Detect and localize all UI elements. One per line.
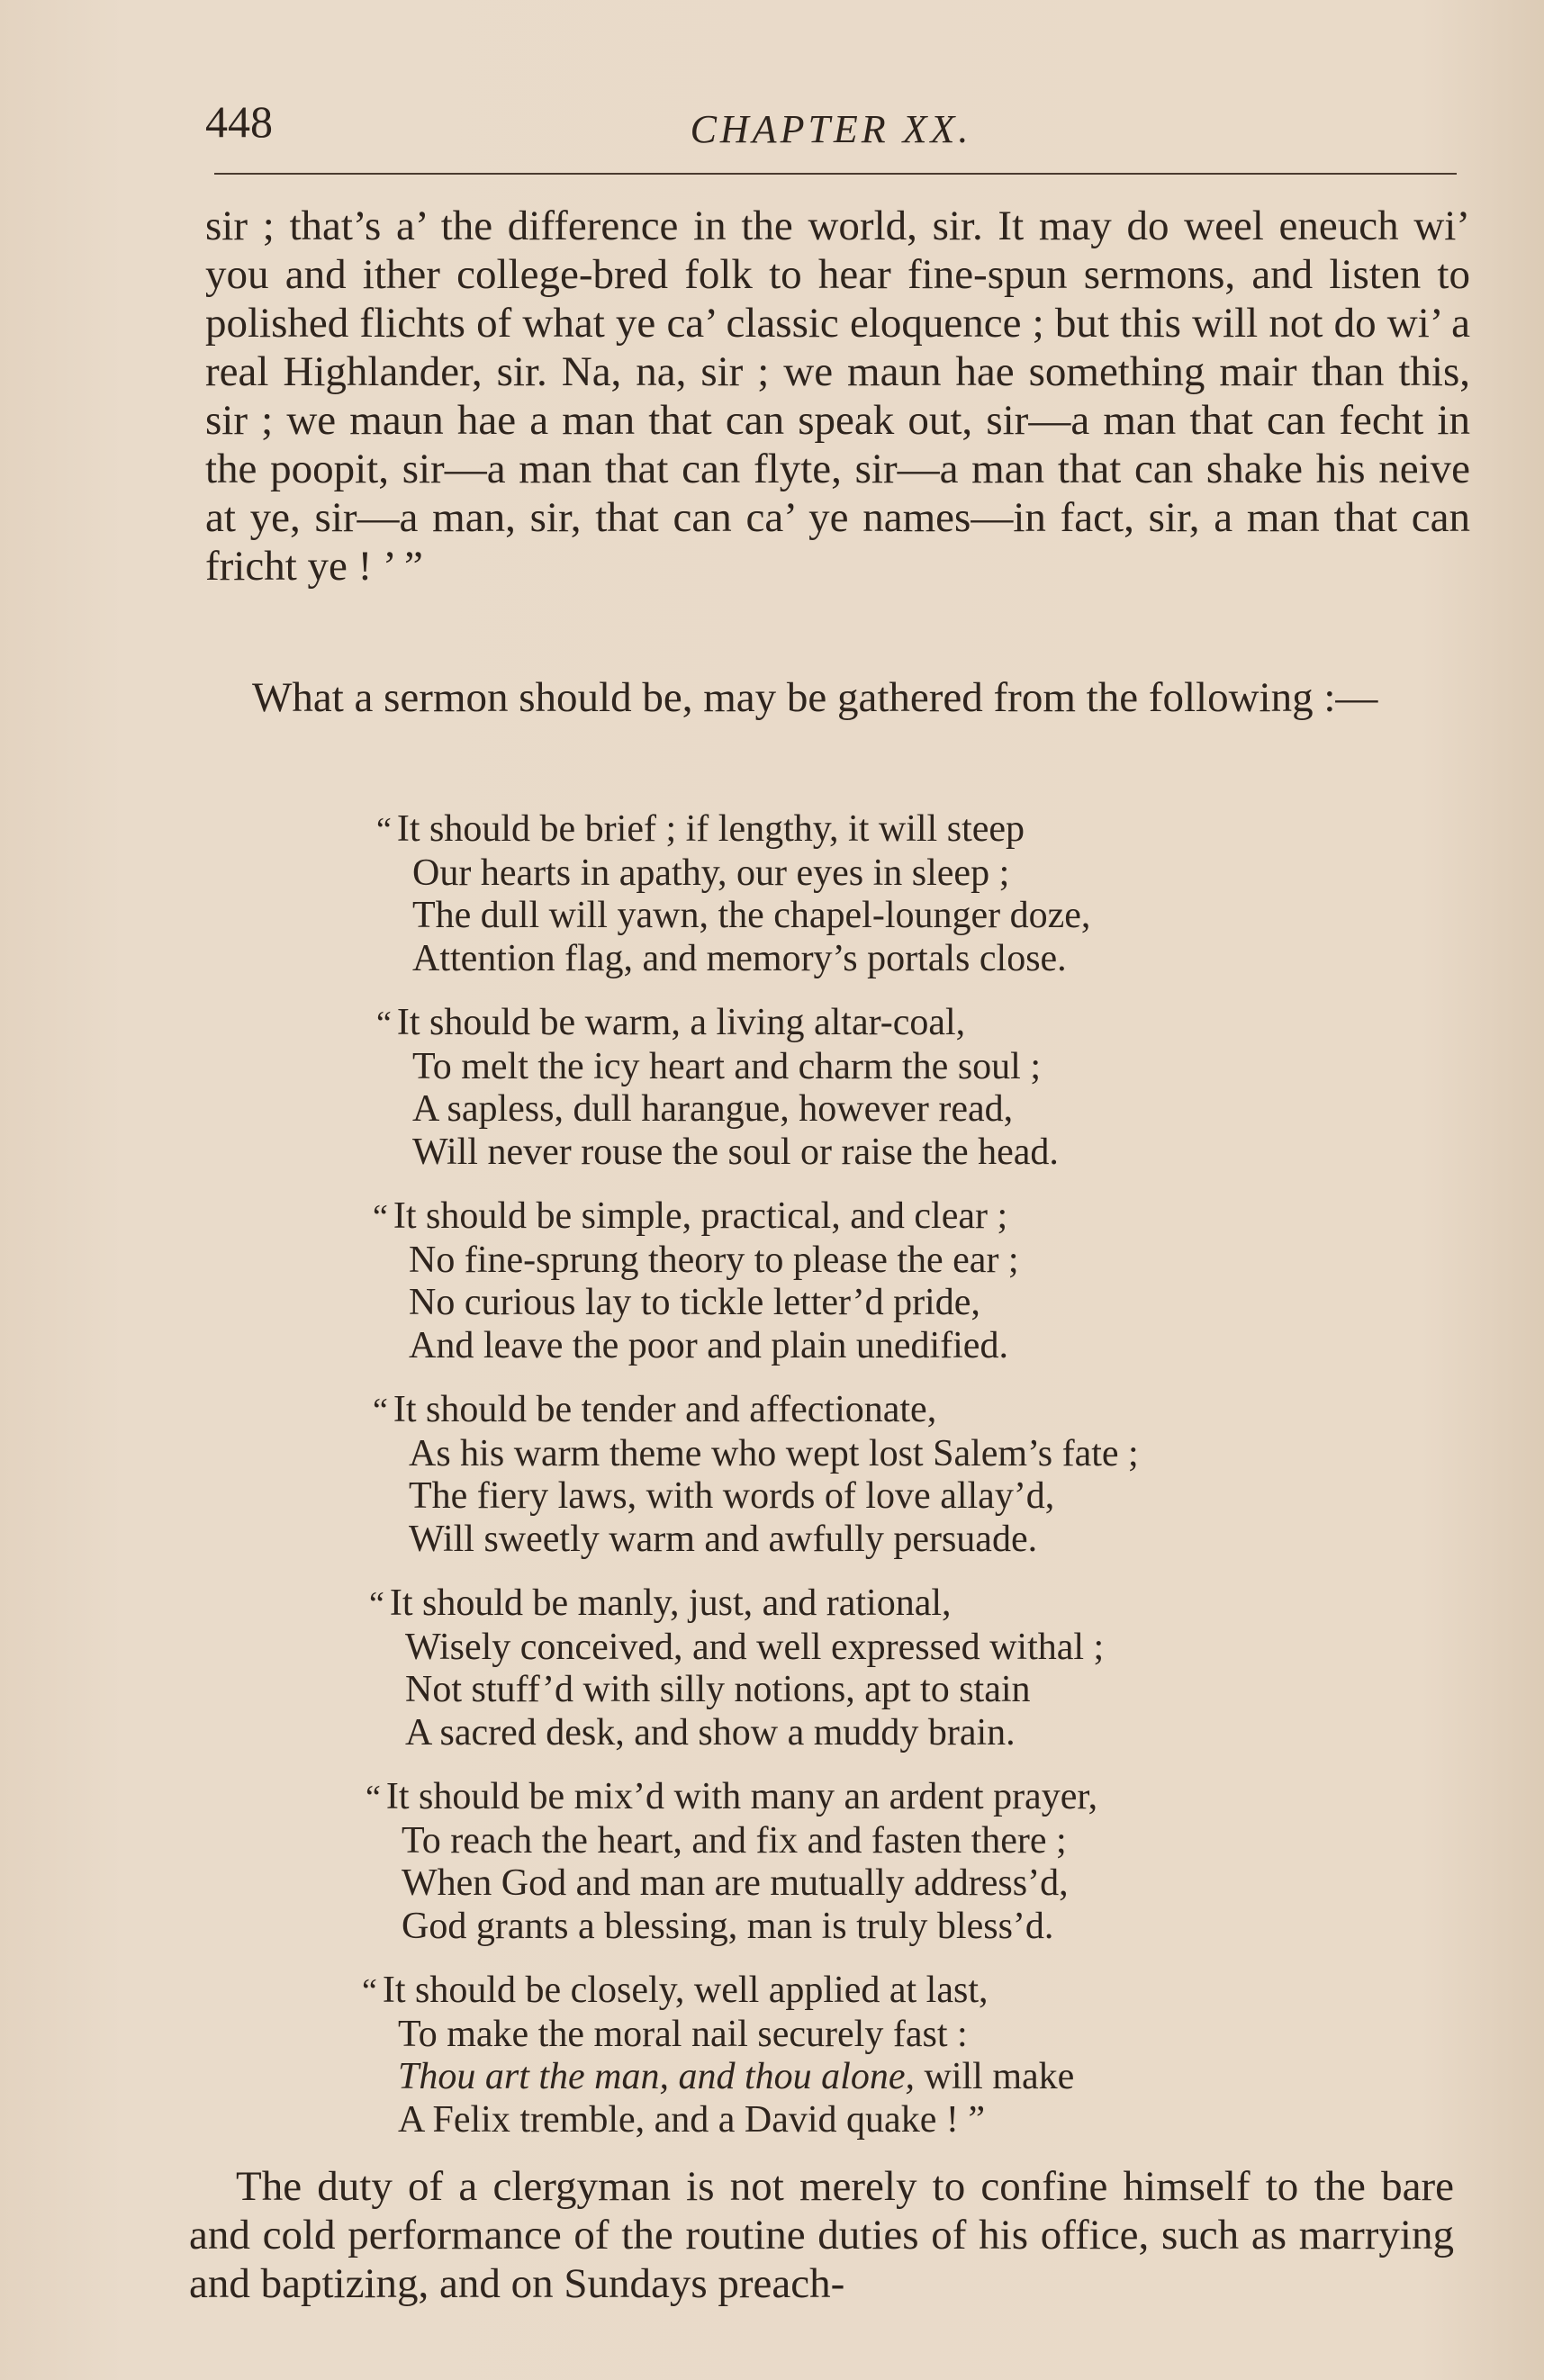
poem-line: “ It should be closely, well applied at last, xyxy=(353,1970,1358,2014)
header-rule xyxy=(214,173,1457,175)
poem-line: Will never rouse the soul or raise the head. xyxy=(412,1131,1059,1173)
poem-line: Our hearts in apathy, our eyes in sleep ; xyxy=(412,852,1010,894)
paragraph-text: sir ; that’s a’ the difference in the world, sir. It may do weel eneuch wi’ you and ither college-bred folk to hear fine-spun sermons, and listen to polished flichts of what ye ca’ classic eloquence ; but this will not do wi’ a real Highlander, sir. Na, na, sir ; we maun hae something mair than this, sir ; we maun hae a man that can speak out, sir—a man that can fecht in the poopit, sir—a man that can flyte, sir—a man that can shake his neive at ye, sir—a man, sir, that can ca’ ye names—in fact, sir, a man that can fricht ye ! ’ ” xyxy=(205,203,1470,590)
stanza-4 xyxy=(364,1389,1358,1561)
poem-line: “ It should be simple, practical, and clear ; xyxy=(364,1195,1358,1240)
poem-line: The fiery laws, with words of love allay’d, xyxy=(409,1475,1055,1517)
poem-line: When God and man are mutually address’d, xyxy=(402,1862,1069,1904)
stanza-2 xyxy=(367,1002,1358,1174)
poem-line: Not stuff’d with silly notions, apt to stain xyxy=(405,1669,1031,1710)
poem-line: No curious lay to tickle letter’d pride, xyxy=(409,1282,980,1323)
line-rest: will make xyxy=(915,2056,1075,2097)
poem-line: Wisely conceived, and well expressed withal ; xyxy=(405,1626,1105,1668)
stanza-6 xyxy=(357,1776,1358,1948)
paragraph-intro-poem xyxy=(205,673,1470,722)
poem-line: God grants a blessing, man is truly bless’d. xyxy=(402,1905,1054,1947)
poem-line: As his warm theme who wept lost Salem’s fate ; xyxy=(409,1432,1139,1474)
poem-line: “ It should be warm, a living altar-coal, xyxy=(367,1002,1358,1046)
italic-phrase: Thou art the man, and thou alone, xyxy=(398,2056,915,2097)
poem-line: “ It should be tender and affectionate, xyxy=(364,1389,1358,1433)
poem-line: “ It should be brief ; if lengthy, it will steep xyxy=(367,808,1358,852)
poem-line: “ It should be manly, just, and rational, xyxy=(360,1582,1358,1627)
poem xyxy=(367,808,1358,2163)
stanza-1 xyxy=(367,808,1358,980)
paragraph-quote-ending xyxy=(205,202,1470,590)
paragraph-text: What a sermon should be, may be gathered from the following :— xyxy=(252,674,1378,721)
poem-line xyxy=(353,2056,1358,2099)
stanza-5 xyxy=(360,1582,1358,1754)
poem-line: And leave the poor and plain unedified. xyxy=(409,1324,1008,1366)
poem-line: “ It should be mix’d with many an ardent prayer, xyxy=(357,1776,1358,1820)
poem-line: A sapless, dull harangue, however read, xyxy=(412,1088,1014,1130)
poem-line: The dull will yawn, the chapel-lounger doze, xyxy=(412,895,1091,936)
poem-line: A sacred desk, and show a muddy brain. xyxy=(405,1711,1016,1753)
stanza-7 xyxy=(353,1970,1358,2141)
poem-line: To reach the heart, and fix and fasten there ; xyxy=(402,1819,1067,1862)
poem-line: Will sweetly warm and awfully persuade. xyxy=(409,1518,1038,1560)
poem-line: Attention flag, and memory’s portals close. xyxy=(412,937,1067,979)
poem-line: To melt the icy heart and charm the soul ; xyxy=(412,1045,1042,1087)
page-header xyxy=(205,90,1457,162)
running-title: CHAPTER XX. xyxy=(690,107,972,151)
paragraph-clergyman-duty xyxy=(189,2162,1454,2308)
poem-line: A Felix tremble, and a David quake ! ” xyxy=(398,2098,985,2141)
page-number: 448 xyxy=(205,96,273,147)
poem-line: To make the moral nail securely fast : xyxy=(398,2013,968,2055)
poem-line: No fine-sprung theory to please the ear ; xyxy=(409,1239,1019,1281)
paragraph-text: The duty of a clergyman is not merely to confine himself to the bare and cold performance of the routine duties of his office, such as marrying and baptizing, and on Sundays preach- xyxy=(189,2163,1454,2307)
stanza-3 xyxy=(364,1195,1358,1367)
